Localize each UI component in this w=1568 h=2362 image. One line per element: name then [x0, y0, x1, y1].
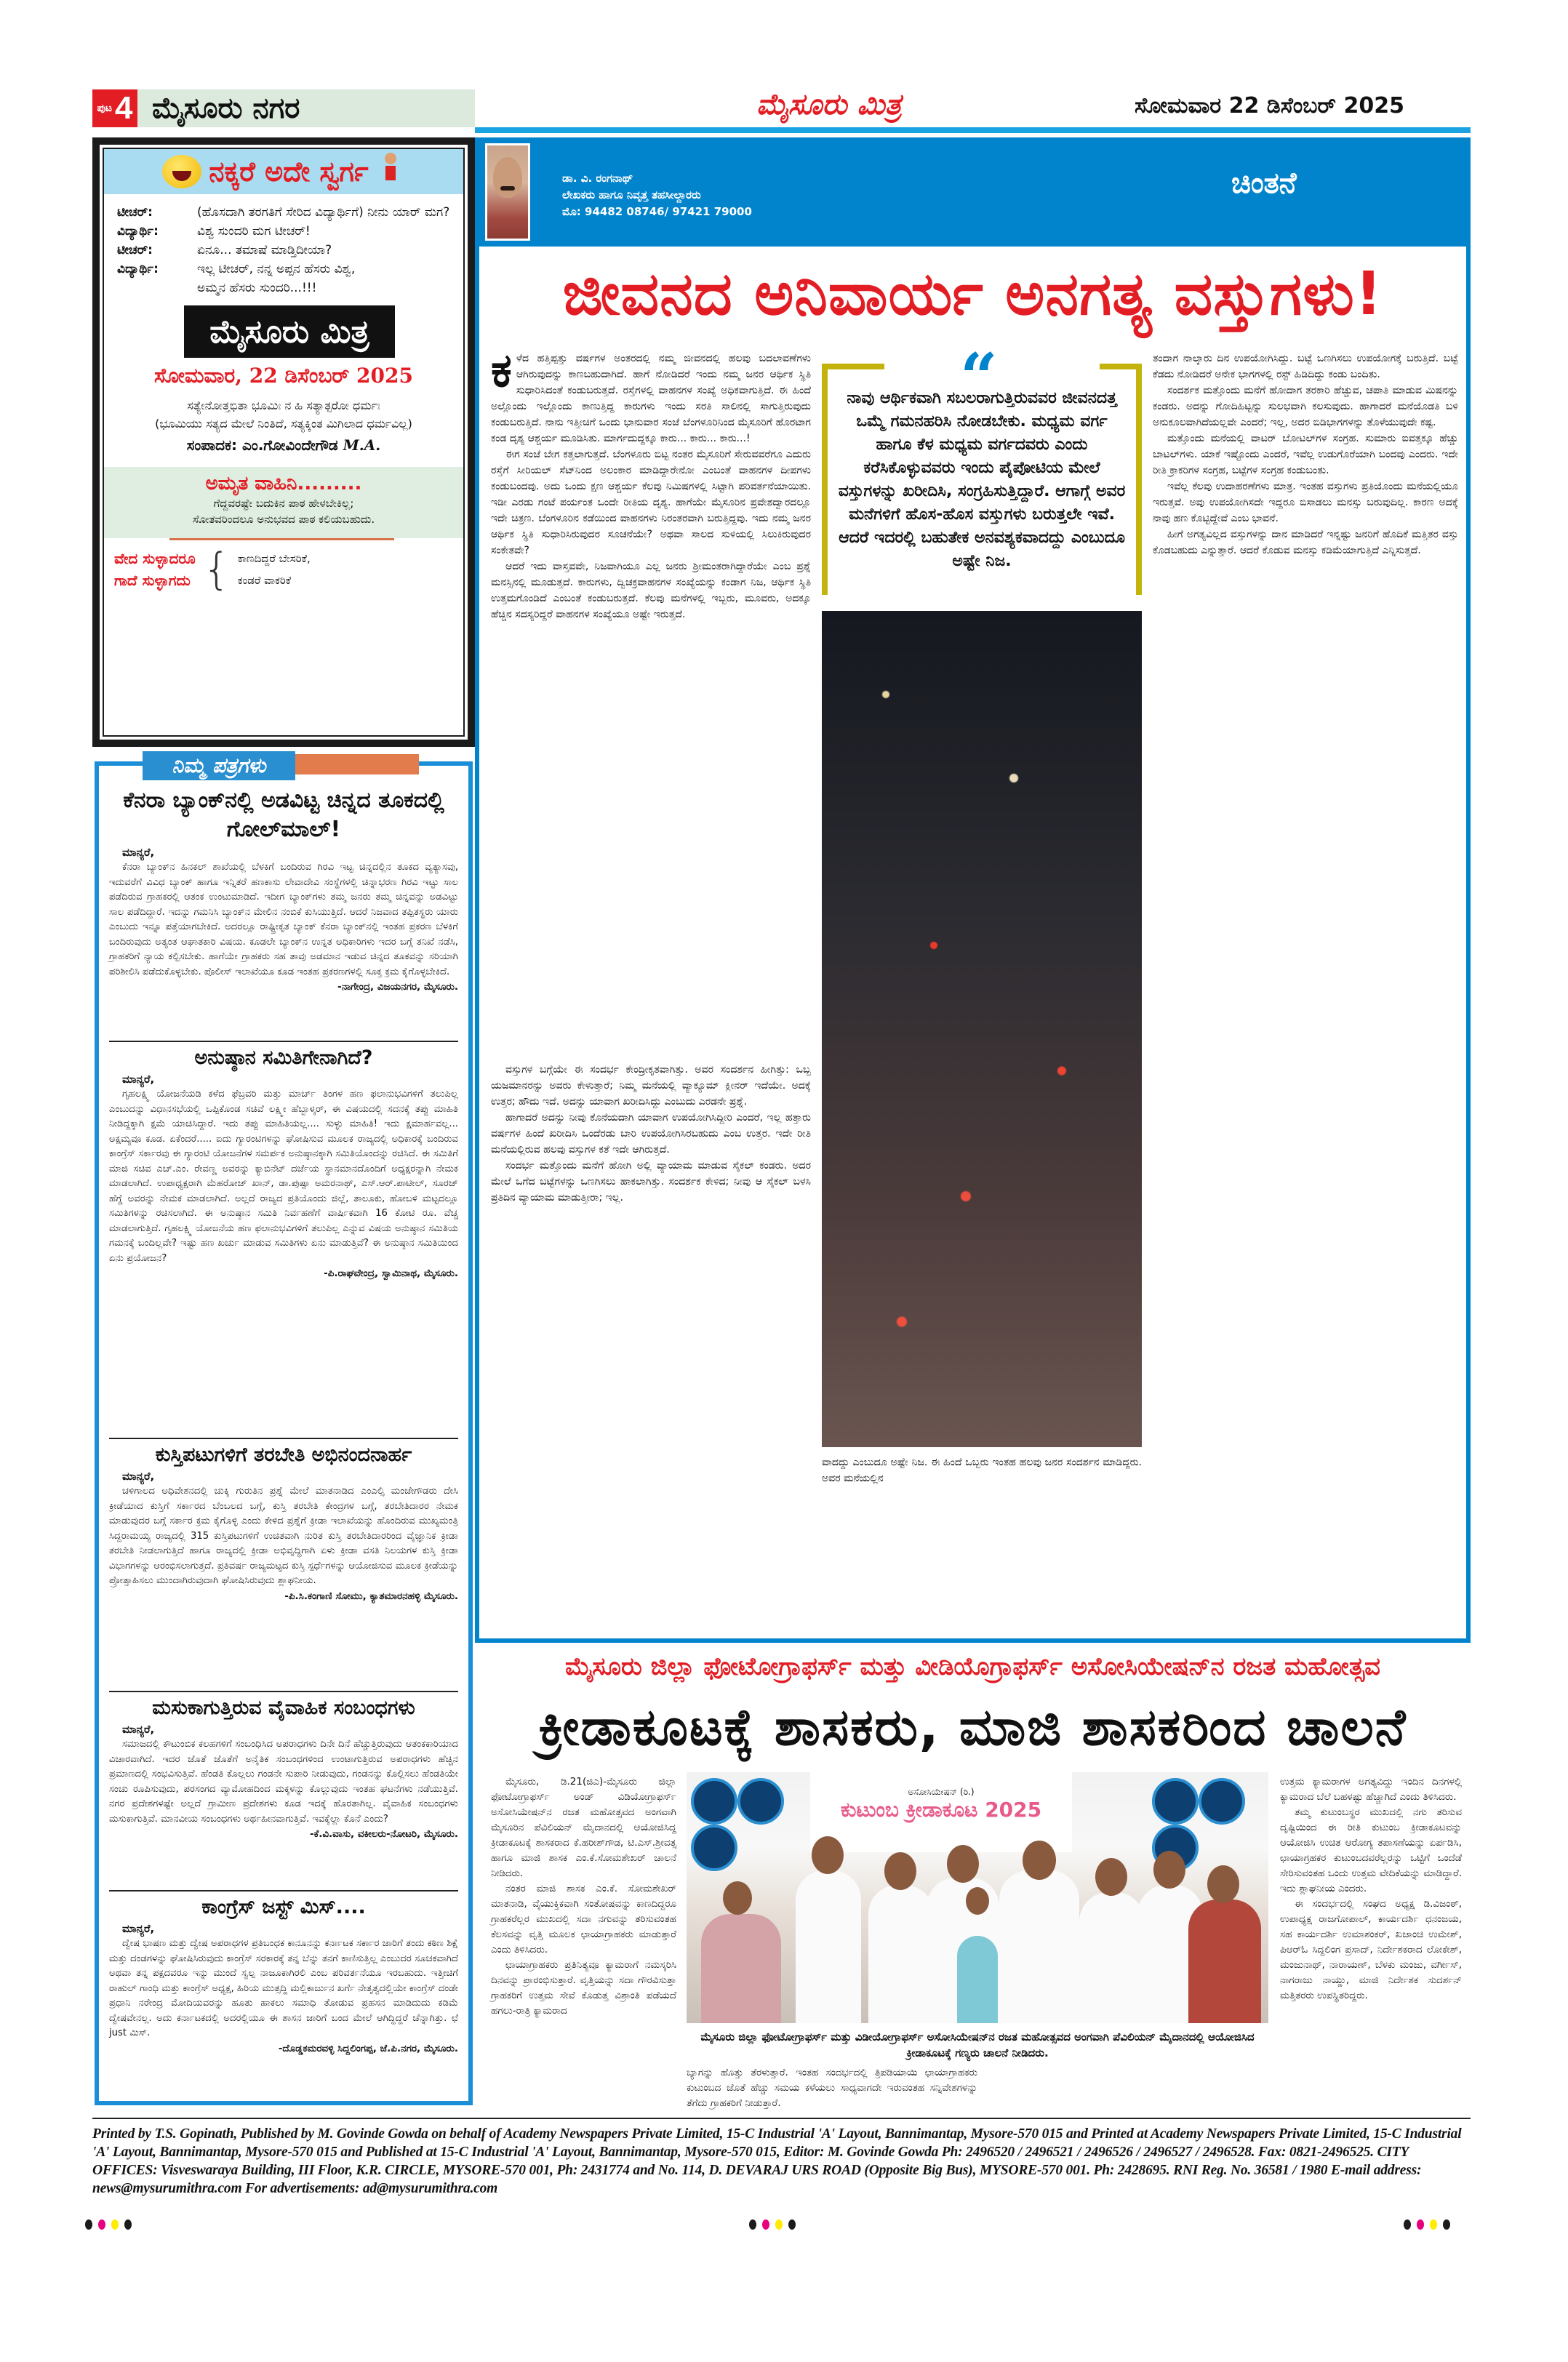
registration-marks-left	[85, 2219, 132, 2230]
letter-body: ಗೃಹಲಕ್ಷ್ಮಿ ಯೋಜನೆಯಡಿ ಕಳೆದ ಫೆಬ್ರವರಿ ಮತ್ತು ಮಾರ್ಚ್ ತಿಂಗಳ ಹಣ ಫಲಾನುಭವಿಗಳಿಗೆ ತಲುಪಿಲ್ಲ ಎಂಬುದನ್ನು ವಿಧಾನಸಭೆಯಲ್ಲಿ ಒಪ್ಪಿಕೊಂಡ ಸಚಿವೆ ಲಕ್ಷ್ಮೀ ಹೆಬ್ಬಾಳ್ಕರ್, ಈ ವಿಷಯದಲ್ಲಿ ಸದನಕ್ಕೆ ತಪ್ಪು ಮಾಹಿತಿ ನೀಡಿದ್ದಕ್ಕಾಗಿ ಕ್ಷಮೆ ಯಾಚಿಸಿದ್ದಾರೆ. ಇದು ತಪ್ಪು ಮಾಹಿತಿಯಲ್ಲ.... ಸುಳ್ಳು ಮಾಹಿತಿ! ಇದು ಕ್ಷಮಾರ್ಹವಲ್ಲ... ಅಕ್ಷಮ್ಯವೂ ಕೂಡ. ಏಕೆಂದರೆ..... ಐದು ಗ್ಯಾರಂಟಿಗಳನ್ನು ಘೋಷಿಸುವ ಮೂಲಕ ರಾಜ್ಯದಲ್ಲಿ ಅಧಿಕಾರಕ್ಕೆ ಬಂದಿರುವ ಕಾಂಗ್ರೆಸ್ ಸರ್ಕಾರವು ಈ ಗ್ಯಾರಂಟಿ ಯೋಜನೆಗಳ ಸಮರ್ಪಕ ಅನುಷ್ಠಾನಕ್ಕಾಗಿ ಸಮಿತಿಯೊಂದನ್ನು ರಚಿಸಿದೆ. ಈ ಸಮಿತಿಗೆ ಮಾಜಿ ಸಚಿವ ಎಚ್.ಎಂ. ರೇವಣ್ಣ ಅವರನ್ನು ಕ್ಯಾಬಿನೆಟ್ ದರ್ಜೆಯ ಸ್ಥಾನಮಾನದೊಂದಿಗೆ ಅಧ್ಯಕ್ಷರನ್ನಾಗಿ ನೇಮಕ ಮಾಡಲಾಗಿದೆ. ಉಪಾಧ್ಯಕ್ಷರಾಗಿ ಮೆಹರೋಜ್ ಖಾನ್, ಡಾ.ಪುಷ್ಪಾ ಅಮರನಾಥ್, ಎಸ್.ಆರ್.ಪಾಟೀಲ್, ಸೂರಜ್ ಹೆಗ್ಡೆ ಅವರನ್ನು ನೇಮಕ ಮಾಡಲಾಗಿದೆ. ಅಲ್ಲದೆ ರಾಜ್ಯದ ಪ್ರತಿಯೊಂದು ಜಿಲ್ಲೆ, ತಾಲೂಕು, ಹೋಬಳಿ ಮಟ್ಟದಲ್ಲೂ ಸಮಿತಿಗಳನ್ನು ರಚಿಸಲಾಗಿದೆ. ಈ ಅನುಷ್ಠಾನ ಸಮಿತಿ ನಿರ್ವಹಣೆಗೆ ವಾರ್ಷಿಕವಾಗಿ 16 ಕೋಟಿ ರೂ. ವೆಚ್ಚ ಮಾಡಲಾಗುತ್ತಿದೆ. ಗೃಹಲಕ್ಷ್ಮಿ ಯೋಜನೆಯ ಹಣ ಫಲಾನುಭವಿಗಳಿಗೆ ತಲುಪಿಲ್ಲ ಎನ್ನುವ ವಿಷಯ ಅನುಷ್ಠಾನ ಸಮಿತಿಯ ಗಮನಕ್ಕೆ ಬಂದಿಲ್ಲವೇ? ಇಷ್ಟು ಹಣ ಖರ್ಚು ಮಾಡುವ ಸಮಿತಿಗಳು ಏನು ಮಾಡುತ್ತಿವೆ? ಈ ಅನುಷ್ಠಾನ ಸಮಿತಿಯಿಂದ ಏನು ಪ್ರಯೋಜನ?	[109, 1089, 458, 1264]
letter-headline: ಮಸುಕಾಗುತ್ತಿರುವ ವೈವಾಹಿಕ ಸಂಬಂಧಗಳು	[152, 1697, 415, 1719]
column-header-band	[475, 137, 1471, 247]
letter-signature: -ಕೆ.ವಿ.ವಾಸು, ವಕೀಲರು-ನೋಟರಿ, ಮೈಸೂರು.	[309, 1828, 458, 1840]
article-paragraph: ಳೆದ ಹತ್ತಿಪ್ಪತ್ತು ವರ್ಷಗಳ ಅಂತರದಲ್ಲಿ ನಮ್ಮ ಜೀವನದಲ್ಲಿ ಹಲವು ಬದಲಾವಣೆಗಳು ಆಗಿರುವುದನ್ನು ಕಾಣಬಹುದಾಗಿದೆ. ಹಾಗೆ ನೋಡಿದರೆ ಇಂದು ನಮ್ಮ ಜನರ ಆರ್ಥಿಕ ಸ್ಥಿತಿ ಸುಧಾರಿಸಿದಂತೆ ಕಂಡುಬರುತ್ತದೆ. ರಸ್ತೆಗಳಲ್ಲಿ ವಾಹನಗಳ ಸಂಖ್ಯೆ ಅಧಿಕವಾಗುತ್ತಿದೆ. ಈ ಹಿಂದೆ ಅಲ್ಲೊಂದು ಇಲ್ಲೊಂದು ಕಾಣುತ್ತಿದ್ದ ಕಾರುಗಳು ಇಂದು ಸರತಿ ಸಾಲಿನಲ್ಲಿ ಸಾಗುತ್ತಿರುವುದು ಕಂಡುಬರುತ್ತಿದೆ. ನಾನು ಇತ್ತೀಚಿಗೆ ಒಂದು ಭಾನುವಾರ ಸಂಜೆ ಬೆಂಗಳೂರಿನಿಂದ ಮೈಸೂರಿಗೆ ಹೊರಟಾಗ ಕಂಡ ದೃಶ್ಯ ಆಶ್ಚರ್ಯ ಮೂಡಿಸಿತು. ಮಾರ್ಗದುದ್ದಕ್ಕೂ ಕಾರು... ಕಾರು... ಕಾರು...!	[491, 353, 811, 444]
joke-speaker: ಟೀಚರ್:	[117, 243, 153, 257]
joke-speaker: ವಿದ್ಯಾರ್ಥಿ:	[117, 262, 159, 276]
letter-signature: -ದೊಡ್ಡಕಮರವಳ್ಳಿ ಸಿದ್ದಲಿಂಗಪ್ಪ, ಜೆ.ಪಿ.ನಗರ, ಮೈಸೂರು.	[278, 2042, 458, 2054]
article-paragraph: ಹಾಗಾದರೆ ಅದನ್ನು ನೀವು ಕೊನೆಯದಾಗಿ ಯಾವಾಗ ಉಪಯೋಗಿಸಿದ್ದೀರಿ ಎಂದರೆ, ಇಲ್ಲ ಹತ್ತಾರು ವರ್ಷಗಳ ಹಿಂದೆ ಖರೀದಿಸಿ ಒಂದೆರಡು ಬಾರಿ ಉಪಯೋಗಿಸಿರಬಹುದು ಎಂಬ ಉತ್ತರ. ಇದೇ ರೀತಿ ಮನೆಯಲ್ಲಿರುವ ಹಲವು ವಸ್ತುಗಳ ಕತೆ ಇದೇ ಆಗಿರುತ್ತದೆ.	[491, 1112, 811, 1156]
joke-line	[117, 203, 455, 222]
letter	[109, 1686, 458, 1841]
letter	[109, 1886, 458, 2056]
letter-signature: -ಪಿ.ರಾಘವೇಂದ್ರ, ಸ್ವಾಮಿನಾಥ, ಮೈಸೂರು.	[324, 1268, 458, 1279]
drop-cap: ಕ	[491, 344, 512, 398]
event-headline: ಕ್ರೀಡಾಕೂಟಕ್ಕೆ ಶಾಸಕರು, ಮಾಜಿ ಶಾಸಕರಿಂದ ಚಾಲನೆ	[538, 1697, 1407, 1757]
article-column-1	[491, 344, 811, 622]
person	[796, 1870, 861, 2023]
letter-body: ಕೆನರಾ ಬ್ಯಾಂಕ್‌ನ ಹಿನಕಲ್ ಶಾಖೆಯಲ್ಲಿ ಬೆಳಕಿಗೆ ಬಂದಿರುವ ಗಿರವಿ ಇಟ್ಟ ಚಿನ್ನದಲ್ಲಿನ ತೂಕದ ವ್ಯತ್ಯಾಸವು, ಇದುವರೆಗೆ ವಿವಿಧ ಬ್ಯಾಂಕ್ ಹಾಗೂ ಇನ್ನಿತರೆ ಹಣಕಾಸು ಲೇವಾದೇವಿ ಸಂಸ್ಥೆಗಳಲ್ಲಿ ಚಿನ್ನಾಭರಣ ಗಿರವಿ ಇಟ್ಟು ಸಾಲ ಪಡೆದಿರುವ ಗ್ರಾಹಕರಲ್ಲಿ ಆತಂಕ ಉಂಟುಮಾಡಿದೆ. ಇದೀಗ ಬ್ಯಾಂಕ್‌ಗಳು ತಮ್ಮ ಜನರು ತಮ್ಮ ಚಿನ್ನವನ್ನು ಅಡವಿಟ್ಟು ಸಾಲ ಪಡೆದಿದ್ದಾರೆ. ಇದನ್ನು ಗಮನಿಸಿ ಬ್ಯಾಂಕ್‌ನ ಮೇಲಿನ ನಂಬಿಕೆ ಕುಸಿಯುತ್ತಿದೆ. ಆದರೆ ನಿಜವಾದ ತಪ್ಪಿತಸ್ಥರು ಯಾರು ಎಂಬುದು ಇನ್ನೂ ಪತ್ತೆಯಾಗಬೇಕಿದೆ. ಅದರಲ್ಲೂ ರಾಷ್ಟ್ರೀಕೃತ ಬ್ಯಾಂಕ್ ಕೆನರಾ ಬ್ಯಾಂಕ್‌ನಲ್ಲಿ ಇಂತಹ ಪ್ರಕರಣ ಬೆಳಕಿಗೆ ಬಂದಿರುವುದು ಅತ್ಯಂತ ಆಘಾತಕಾರಿ ವಿಷಯ. ಕೂಡಲೇ ಬ್ಯಾಂಕ್‌ನ ಉನ್ನತ ಅಧಿಕಾರಿಗಳು ಇದರ ಬಗ್ಗೆ ತನಿಖೆ ನಡೆಸಿ, ಗ್ರಾಹಕರಿಗೆ ನ್ಯಾಯ ಕಲ್ಪಿಸಬೇಕು. ಹಾಗೆಯೇ ಗ್ರಾಹಕರು ಸಹ ತಾವು ಅಡಮಾನ ಇಡುವ ಚಿನ್ನದ ತೂಕವನ್ನು ಸರಿಯಾಗಿ ಪರಿಶೀಲಿಸಿ ಪಡೆದುಕೊಳ್ಳಬೇಕು. ಪೊಲೀಸ್ ಇಲಾಖೆಯೂ ಕೂಡ ಇಂತಹ ಪ್ರಕರಣಗಳಲ್ಲಿ ಸೂಕ್ತ ಕ್ರಮ ಕೈಗೊಳ್ಳಬೇಕಿದೆ.	[109, 862, 458, 977]
section-title: ಮೈಸೂರು ನಗರ	[137, 89, 475, 127]
joke-masthead-box	[92, 137, 475, 747]
proverb-right: ಕಾಣದಿದ್ದರೆ ಬೇಸರಿಕೆ,	[237, 552, 311, 565]
proverb	[114, 544, 311, 595]
registration-marks-right	[1404, 2219, 1450, 2230]
letter-signature: -ನಾಗೇಂದ್ರ, ವಿಜಯನಗರ, ಮೈಸೂರು.	[337, 981, 458, 993]
reg-dot	[98, 2219, 105, 2230]
article-headline: ಜೀವನದ ಅನಿವಾರ್ಯ ಅನಗತ್ಯ ವಸ್ತುಗಳು!	[562, 260, 1383, 329]
letter	[109, 786, 458, 994]
photo-banner	[810, 1772, 1072, 1852]
emblem-icon	[691, 1778, 737, 1825]
article-column-3	[491, 1062, 811, 1206]
person-head	[884, 1852, 916, 1890]
reg-dot	[124, 2219, 132, 2230]
photo-banner-main: ಕುಟುಂಬ ಕ್ರೀಡಾಕೂಟ 2025	[840, 1798, 1042, 1822]
reg-dot	[1417, 2219, 1424, 2230]
brace-icon: {	[202, 544, 231, 595]
joke-speaker: ಟೀಚರ್:	[117, 205, 153, 220]
person	[868, 1885, 934, 2023]
letter-body: ದ್ವೇಷ ಭಾಷಣ ಮತ್ತು ದ್ವೇಷ ಅಪರಾಧಗಳ ಪ್ರತಿಬಂಧಕ ಕಾನೂನನ್ನು ಕರ್ನಾಟಕ ಸರ್ಕಾರ ಜಾರಿಗೆ ತಂದು ಕಠಿಣ ಶಿಕ್ಷೆ ಮತ್ತು ದಂಡಗಳನ್ನು ಘೋಷಿಸಿರುವುದು ಕಾಂಗ್ರೆಸ್ ಸರಕಾರಕ್ಕೆ ತನ್ನ ಬೆನ್ನು ತನಗೆ ಕಾಣಿಸುತ್ತಿಲ್ಲ ಎಂಬುದರ ಸೂಚಕವಾಗಿದೆ ಅಥವಾ ತನ್ನ ಪಕ್ಷದವರೂ ಇನ್ನು ಮುಂದೆ ಸ್ವಲ್ಪ ನಾಜೂಕಾಗಿರಲಿ ಎಂಬ ಪರಿವರ್ತನೆಯೂ ಇರಬಹುದು. ಇತ್ತೀಚಿಗೆ ರಾಹುಲ್ ಗಾಂಧಿ ಮತ್ತು ಕಾಂಗ್ರೆಸ್ ಅಧ್ಯಕ್ಷ, ಹಿರಿಯ ಮುತ್ಸದ್ದಿ ಮಲ್ಲಿಕಾರ್ಜುನ ಖರ್ಗೆ ನೇತೃತ್ವದಲ್ಲಿಯೇ ಕಾಂಗ್ರೆಸ್ ದಂಡೇ ಪ್ರಧಾನಿ ನರೇಂದ್ರ ಮೋದಿಯವರನ್ನು ಹೂತು ಹಾಕಲು ಸಮಾಧಿ ತೋಡುವ ಪ್ರಹಸನ ಮಾಡಿದುದು ಕಡಿಮೆ ದ್ವೇಷವೇನಲ್ಲ. ಅದು ಕರ್ನಾಟಕದಲ್ಲಿ ಅದರಲ್ಲಿಯೂ ಈ ಶಾಸನ ಜಾರಿಗೆ ಬಂದ ಮೇಲೆ ಆಗಿದ್ದಿದ್ದರೆ ಚೆನ್ನಾಗಿತ್ತು. ಛೆ just ಮಿಸ್.	[109, 1938, 458, 2038]
joke-line	[117, 260, 455, 279]
emblem-icon	[1152, 1778, 1199, 1825]
masthead-date: ಸೋಮವಾರ, 22 ಡಿಸೆಂಬರ್ 2025	[154, 364, 413, 388]
event-paragraph: ಈ ಸಂದರ್ಭದಲ್ಲಿ ಸಂಘದ ಅಧ್ಯಕ್ಷ ಡಿ.ವಿಜಂಠ್, ಉಪಾಧ್ಯಕ್ಷ ರಾಜಗೋಪಾಲ್, ಕಾರ್ಯದರ್ಶಿ ಧನಂಜಯ, ಸಹ ಕಾರ್ಯದರ್ಶಿ ಉಮಾಶಂಕರ್, ಖಜಾಂಚಿ ಉಮೇಶ್, ಪಿಆರ್‌ಓ ಸಿದ್ದಲಿಂಗ ಪ್ರಸಾದ್, ನಿರ್ದೇಶಕರಾದ ಲೋಕೇಶ್, ಮಂಜುನಾಥ್, ನಾರಾಯಣ್, ಬೆಳಕು ಮಂಜು, ವರ್ಗೀಸ್, ನಾಗರಾಜು ನಾಯ್ಡು, ಮಾಜಿ ನಿರ್ದೇಶಕ ಸುದರ್ಶನ್ ಮತ್ತಿತರರು ಉಪಸ್ಥಿತರಿದ್ದರು.	[1280, 1898, 1462, 2001]
article-paragraph: ಸಂದರ್ಶಕ ಮತ್ತೊಂದು ಮನೆಗೆ ಹೋದಾಗ ತರಕಾರಿ ಹೆಚ್ಚುವ, ಚಪಾತಿ ಮಾಡುವ ಮಿಷನನ್ನು ಕಂಡರು. ಅದನ್ನು ಗೋದಿಹಿಟ್ಟನ್ನು ಸುಲಭವಾಗಿ ಕಲಸುವುದು. ಹಾಗಾದರೆ ಮನೆಯೊಡತಿ ಬಳಿ ಅನುಕೂಲವಾಗಿದೆಯಲ್ಲವೇ ಎಂದರೆ; ಇಲ್ಲ, ಅದರ ಬಿಡಿಭಾಗಗಳನ್ನು ತೊಳೆಯುವುದೇ ಕಷ್ಟ.	[1153, 385, 1458, 428]
event-paragraph: ನಂತರ ಮಾಜಿ ಶಾಸಕ ಎಂ.ಕೆ. ಸೋಮಶೇಖರ್ ಮಾತನಾಡಿ, ವೈಯುಕ್ತಿಕವಾಗಿ ಸಂತೋಷವನ್ನು ಕಾಣದಿದ್ದರೂ ಗ್ರಾಹಕರೆಲ್ಲರ ಮುಖದಲ್ಲಿ ಸದಾ ನಗುವನ್ನು ತರಿಸುವಂತಹ ಕೆಲಸವನ್ನು ವೃತ್ತಿ ಮೂಲಕ ಛಾಯಾಗ್ರಾಹಕರು ಮಾಡುತ್ತಾರೆ ಎಂದು ತಿಳಿಸಿದರು.	[491, 1883, 676, 1955]
letter-body: ಚಳಿಗಾಲದ ಅಧಿವೇಶನದಲ್ಲಿ ಚುಕ್ಕಿ ಗುರುತಿನ ಪ್ರಶ್ನೆ ಮೇಲೆ ಮಾತನಾಡಿದ ಎಂಎಲ್ಸಿ ಮಂಜೇಗೌಡರು ದೇಸಿ ಕ್ರೀಡೆಯಾದ ಕುಸ್ತಿಗೆ ಸರ್ಕಾರದ ಬೆಂಬಲದ ಬಗ್ಗೆ, ಕುಸ್ತಿ ತರಬೇತಿ ಕೇಂದ್ರಗಳ ಬಗ್ಗೆ, ತರಬೇತಿದಾರರ ನೇಮಕ ಮಾಡುವುದರ ಬಗ್ಗೆ ಸರ್ಕಾರ ಕ್ರಮ ಕೈಗೊಳ್ಳಿ ಎಂದು ಕೇಳಿದ ಪ್ರಶ್ನೆಗೆ ಕ್ರೀಡಾ ಇಲಾಖೆಯನ್ನು ಹೊಂದಿರುವ ಮುಖ್ಯಮಂತ್ರಿ ಸಿದ್ದರಾಮಯ್ಯ ರಾಜ್ಯದಲ್ಲಿ 315 ಕುಸ್ತಿಪಟುಗಳಿಗೆ ಉಚಿತವಾಗಿ ನುರಿತ ಕುಸ್ತಿ ತರಬೇತಿದಾರರಿಂದ ವೈಜ್ಞಾನಿಕ ಕ್ರೀಡಾ ತರಬೇತಿ ನೀಡಲಾಗುತ್ತಿದೆ ಹಾಗೂ ರಾಜ್ಯದಲ್ಲಿ ಕ್ರೀಡಾ ಅಭಿವೃದ್ಧಿಗಾಗಿ ಏಳು ಕ್ರೀಡಾ ವಸತಿ ನಿಲಯಗಳ ಕುಸ್ತಿ ಕ್ರೀಡಾ ವಿಭಾಗಗಳನ್ನು ಆರಂಭಿಸಲಾಗುತ್ತದೆ. ಪ್ರತಿವರ್ಷ ರಾಜ್ಯಮಟ್ಟದ ಕುಸ್ತಿ ಸ್ಪರ್ಧೆಗಳನ್ನು ಆಯೋಜಿಸುವ ಮೂಲಕ ಕ್ರೀಡೆಯನ್ನು ಪ್ರೋತ್ಸಾಹಿಸಲು ಮುಂದಾಗಿರುವುದಾಗಿ ಘೋಷಿಸಿರುವುದು ಶ್ಲಾಘನೀಯ.	[109, 1486, 458, 1586]
imprint: Printed by T.S. Gopinath, Published by M. Govinde Gowda on behalf of Academy Newspapers Private Limited, 15-C Industrial 'A' Layout, Bannimantap, Mysore-570 015 and Printed at Academy Newspapers Private Limited, 15-C Industrial 'A' Layout, Bannimantap, Mysore-570 015 and Published at 15-C Industrial 'A' Layout, Bannimantap, Mysore-570 015, Editor: M. Govinde Gowda Ph: 2496520 / 2496521 / 2496526 / 2496527 / 2496528. Fax: 0821-2496525. CITY OFFICES: Visveswaraya Building, III Floor, K.R. CIRCLE, MYSORE-570 001, Ph: 2431774 and No. 114, D. DEVARAJ URS ROAD (Opposite Big Bus), MYSORE-570 001. Ph: 2428695. RNI Reg. No. 36581 / 1980 E-mail address: news@mysurumithra.com For advertisements: ad@mysurumithra.com	[92, 2126, 1462, 2196]
letters-section-tag: ನಿಮ್ಮ ಪತ್ರಗಳು	[143, 751, 295, 780]
footer-rule	[92, 2118, 1471, 2119]
editor-name: ಸಂಪಾದಕ: ಎಂ.ಗೋವಿಂದೇಗೌಡ	[186, 436, 338, 454]
proverb-left: ಗಾದೆ ಸುಳ್ಳಾಗದು	[114, 572, 191, 589]
page-label: ಪುಟ	[97, 103, 113, 114]
joke-speaker: ವಿದ್ಯಾರ್ಥಿ:	[117, 224, 159, 239]
amrutha-line: ಗೆದ್ದವರಷ್ಟೇ ಬದುಕಿನ ಪಾಠ ಹೇಳಬೇಕಿಲ್ಲ;	[213, 497, 354, 510]
article-paragraph: ವಾದದ್ದು ಎಂಬುದೂ ಅಷ್ಟೇ ನಿಜ. ಈ ಹಿಂದೆ ಒಬ್ಬರು ಇಂತಹ ಹಲವು ಜನರ ಸಂದರ್ಶನ ಮಾಡಿದ್ದರು. ಅವರ ಮನೆಯಲ್ಲಿನ	[822, 1457, 1142, 1484]
person-head	[723, 1881, 752, 1915]
letter-salutation: ಮಾನ್ಯರೆ,	[122, 1073, 155, 1086]
reg-dot	[1404, 2219, 1411, 2230]
letter-headline: ಕುಸ್ತಿಪಟುಗಳಿಗೆ ತರಬೇತಿ ಅಭಿನಂದನಾರ್ಹ	[155, 1444, 412, 1466]
author-phone: ಮೊ: 94482 08746/ 97421 79000	[562, 205, 752, 218]
amrutha-title: ಅಮೃತ ವಾಹಿನಿ.........	[205, 473, 362, 495]
person-head	[1153, 1851, 1185, 1889]
proverb-right: ಕಂಡರೆ ವಾಕರಿಕೆ	[237, 574, 292, 587]
emblem-icon	[737, 1778, 784, 1825]
amrutha-line: ಸೋತವರಿಂದಲೂ ಅನುಭವದ ಪಾಠ ಕಲಿಯಬಹುದು.	[192, 513, 375, 526]
reg-dot	[111, 2219, 119, 2230]
proverb-left: ವೇದ ಸುಳ್ಳಾದರೂ	[114, 550, 196, 567]
event-column-mid	[687, 2065, 977, 2111]
issue-date: ಸೋಮವಾರ 22 ಡಿಸೆಂಬರ್ 2025	[1135, 93, 1404, 119]
masthead-logo: ಮೈಸೂರು ಮಿತ್ರ	[184, 305, 395, 358]
person	[999, 1870, 1079, 2023]
event-column-right	[1280, 1774, 1462, 2003]
event-paragraph: ಉತ್ತಮ ಕ್ಯಾಮರಾಗಳ ಅಗತ್ಯವಿದ್ದು ಇಂದಿನ ದಿನಗಳಲ್ಲಿ ಕ್ಯಾಮರಾದ ಬೆಲೆ ಬಹಳಷ್ಟು ಹೆಚ್ಚಾಗಿದೆ ಎಂದು ತಿಳಿಸಿದರು.	[1280, 1776, 1462, 1803]
reg-dot	[775, 2219, 783, 2230]
article-paragraph: ಸಂದರ್ಭ ಮತ್ತೊಂದು ಮನೆಗೆ ಹೋಗಿ ಅಲ್ಲಿ ವ್ಯಾಯಾಮ ಮಾಡುವ ಸೈಕಲ್ ಕಂಡರು. ಅದರ ಮೇಲೆ ಒಗೆದ ಬಟ್ಟೆಗಳನ್ನು ಒಣಗಿಸಲು ಹಾಕಲಾಗಿತ್ತು. ಸಂದರ್ಶಕ ಕೇಳಿದ; ನೀವು ಆ ಸೈಕಲ್ ಬಳಸಿ ಪ್ರತಿದಿನ ವ್ಯಾಯಾಮ ಮಾಡುತ್ತೀರಾ; ಇಲ್ಲ.	[491, 1160, 811, 1204]
letter	[109, 1433, 458, 1604]
page-number: 4	[115, 90, 133, 126]
person-head	[1207, 1865, 1239, 1903]
letters-tag-accent	[295, 754, 419, 774]
joke-text: ಇಲ್ಲ ಟೀಚರ್, ನನ್ನ ಅಪ್ಪನ ಹೆಸರು ವಿಶ್ವ,	[197, 262, 356, 276]
amrutha-vahini	[104, 467, 463, 538]
editor-degree: M.A.	[343, 436, 381, 454]
joke-text: (ಹೊಸದಾಗಿ ತರಗತಿಗೆ ಸೇರಿದ ವಿದ್ಯಾರ್ಥಿಗೆ) ನೀನು ಯಾರ್ ಮಗ?	[197, 205, 450, 220]
reg-dot	[1430, 2219, 1437, 2230]
divider	[109, 1041, 458, 1042]
reg-dot	[762, 2219, 769, 2230]
dancing-man-icon	[376, 151, 405, 192]
letter-headline: ಅನುಷ್ಠಾನ ಸಮಿತಿಗೇನಾಗಿದೆ?	[194, 1046, 373, 1069]
event-paragraph: ತಮ್ಮ ಕುಟುಂಬಸ್ಥರ ಮುಖದಲ್ಲಿ ನಗು ತರಿಸುವ ದೃಷ್ಟಿಯಿಂದ ಈ ರೀತಿ ಕುಟುಂಬ ಕ್ರೀಡಾಕೂಟವನ್ನು ಆಯೋಜಿಸಿ ಉಚಿತ ಆರೋಗ್ಯ ತಪಾಸಣೆಯನ್ನು ಏರ್ಪಡಿಸಿ, ಛಾಯಾಗ್ರಹಕರ ಕುಟುಂಬದವರೆಲ್ಲರನ್ನು ಒಟ್ಟಿಗೆ ಒಂದೆಡೆ ಸೇರಿಸುವಂತಹ ಒಂದು ಉತ್ತಮ ವೇದಿಕೆಯನ್ನು ಮಾಡಿದ್ದಾರೆ. ಇದು ಶ್ಲಾಘನೀಯ ಎಂದರು.	[1280, 1806, 1462, 1894]
event-paragraph: ಛಾಯಾಗ್ರಾಹಕರು ಪ್ರತಿನಿತ್ಯವೂ ಕ್ಯಾಮರಾಗೆ ನಮಸ್ಕರಿಸಿ ದಿನವನ್ನು ಪ್ರಾರಂಭಿಸುತ್ತಾರೆ. ವೃತ್ತಿಯನ್ನು ಸದಾ ಗೌರವಿಸುತ್ತಾ ಗ್ರಾಹಕರಿಗೆ ಉತ್ತಮ ಸೇವೆ ಕೊಡುತ್ತ ವಿಶ್ರಾಂತಿ ಪಡೆಯದೆ ಹಗಲು-ರಾತ್ರಿ ಕ್ಯಾಮರಾದ	[491, 1959, 676, 2017]
author-info	[562, 170, 752, 220]
quote-mark-icon: “	[960, 339, 998, 416]
reg-dot	[1443, 2219, 1450, 2230]
person	[1079, 1892, 1145, 2023]
reg-dot	[85, 2219, 92, 2230]
registration-marks-center	[749, 2219, 796, 2230]
author-name: ಡಾ. ವಿ. ರಂಗನಾಥ್	[562, 172, 633, 185]
joke-dialogue	[117, 203, 455, 297]
child	[957, 1936, 998, 2023]
traffic-photo	[822, 611, 1142, 1447]
article-paragraph: ವಸ್ತುಗಳ ಬಗ್ಗೆಯೇ ಈ ಸಂದರ್ಭ ಕೇಂದ್ರೀಕೃತವಾಗಿತ್ತು. ಅವರ ಸಂದರ್ಶನ ಹೀಗಿತ್ತು: ಒಬ್ಬ ಯಜಮಾನರನ್ನು ಅವರು ಕೇಳುತ್ತಾರೆ; ನಿಮ್ಮ ಮನೆಯಲ್ಲಿ ವ್ಯಾಕ್ಯೂಮ್ ಕ್ಲೀನರ್ ಇದೆಯೇ. ಅದಕ್ಕೆ ಉತ್ತರ; ಹೌದು ಇದೆ. ಅದನ್ನು ಯಾವಾಗ ಖರೀದಿಸಿದ್ದು ಎಂಬುದು ಎರಡನೇ ಪ್ರಶ್ನೆ.	[491, 1064, 811, 1108]
author-photo	[485, 143, 530, 241]
letter-salutation: ಮಾನ್ಯರೆ,	[122, 1723, 155, 1736]
joke-text: ಅಮ್ಮನ ಹೆಸರು ಸುಂದರಿ...!!!	[197, 281, 317, 295]
letters-section	[95, 753, 473, 2105]
joke-line	[117, 241, 455, 260]
photo-caption: ಮೈಸೂರು ಜಿಲ್ಲಾ ಫೋಟೋಗ್ರಾಫರ್ಸ್ ಮತ್ತು ವಿಡೀಯೋಗ್ರಾಫರ್ಸ್ ಅಸೋಸಿಯೇಷನ್‌ನ ರಜತ ಮಹೋತ್ಸವದ ಅಂಗವಾಗಿ ಪೆವಿಲಿಯನ್ ಮೈದಾನದಲ್ಲಿ ಆಯೋಜಿಸಿದ ಕ್ರೀಡಾಕೂಟಕ್ಕೆ ಗಣ್ಯರು ಚಾಲನೆ ನೀಡಿದರು.	[700, 2030, 1255, 2059]
motto	[104, 396, 463, 433]
divider	[169, 538, 394, 540]
joke-text: ಏನೂ... ತಮಾಷೆ ಮಾಡ್ತಿದೀಯಾ?	[197, 243, 332, 257]
letter-body: ಸಮಾಜದಲ್ಲಿ ಕೌಟುಂಬಿಕ ಕಲಹಗಳಿಗೆ ಸಂಬಂಧಿಸಿದ ಅಪರಾಧಗಳು ದಿನೇ ದಿನೆ ಹೆಚ್ಚುತ್ತಿರುವುದು ಆತಂಕಕಾರಿಯಾದ ವಿಚಾರವಾಗಿದೆ. ಇದರ ಜೊತೆ ಜೊತೆಗೆ ಅನೈತಿಕ ಸಂಬಂಧಗಳಿಂದ ಉಂಟಾಗುತ್ತಿರುವ ಅಪರಾಧಗಳು ಹೆಚ್ಚಿನ ಪ್ರಮಾಣದಲ್ಲಿ ಸಂಭವಿಸುತ್ತಿವೆ. ಹೆಂಡತಿ ಕೊಲ್ಲಲು ಗಂಡನೇ ಸುಪಾರಿ ನೀಡುವುದು, ಗಂಡನನ್ನು ಕೊಲ್ಲಿಸಲು ಹೆಂಡತಿಯೇ ಸಂಚು ರೂಪಿಸುವುದು, ಪರಸಂಗದ ವ್ಯಾಮೋಹದಿಂದ ಮಕ್ಕಳನ್ನು ಕೊಲ್ಲುವುದು ಇಂತಹ ಘಟನೆಗಳು ನಡೆಯುತ್ತಿವೆ. ನಗರ ಪ್ರದೇಶಗಳಷ್ಟೇ ಅಲ್ಲದೆ ಗ್ರಾಮೀಣ ಪ್ರದೇಶಗಳು ಕೂಡ ಇದಕ್ಕೆ ಹೊರತಾಗಿಲ್ಲ. ವೈವಾಹಿಕ ಸಂಬಂಧಗಳು ಮಸುಕಾಗುತ್ತಿವೆ. ಮಾನವೀಯ ಸಂಬಂಧಗಳು ಅರ್ಥಹೀನವಾಗುತ್ತಿವೆ. ಇವಕ್ಕೆಲ್ಲಾ ಕೊನೆ ಎಂದು?	[109, 1739, 458, 1825]
joke-title: ನಕ್ಕರೆ ಅದೇ ಸ್ವರ್ಗ	[209, 155, 369, 188]
pull-quote-text: ನಾವು ಆರ್ಥಿಕವಾಗಿ ಸಬಲರಾಗುತ್ತಿರುವವರ ಜೀವನದತ್ತ ಒಮ್ಮೆ ಗಮನಹರಿಸಿ ನೋಡಬೇಕು. ಮಧ್ಯಮ ವರ್ಗ ಹಾಗೂ ಕೆಳ ಮಧ್ಯಮ ವರ್ಗದವರು ಎಂದು ಕರೆಸಿಕೊಳ್ಳುವವರು ಇಂದು ಪೈಪೋಟಿಯ ಮೇಲೆ ವಸ್ತುಗಳನ್ನು ಖರೀದಿಸಿ, ಸಂಗ್ರಹಿಸುತ್ತಿದ್ದಾರೆ. ಆಗಾಗ್ಗೆ ಅವರ ಮನೆಗಳಿಗೆ ಹೊಸ-ಹೊಸ ವಸ್ತುಗಳು ಬರುತ್ತಲೇ ಇವೆ. ಆದರೆ ಇದರಲ್ಲಿ ಬಹುತೇಕ ಅನವಶ್ಯಕವಾದದ್ದು ಎಂಬುದೂ ಅಷ್ಟೇ ನಿಜ.	[838, 389, 1126, 570]
divider	[109, 1890, 458, 1891]
person	[701, 1914, 781, 2023]
divider	[109, 1438, 458, 1439]
reg-dot	[788, 2219, 796, 2230]
joke-banner	[104, 149, 463, 194]
editor-line	[104, 436, 463, 454]
event-kicker: ಮೈಸೂರು ಜಿಲ್ಲಾ ಫೋಟೋಗ್ರಾಫರ್ಸ್ ಮತ್ತು ವೀಡಿಯೊಗ್ರಾಫರ್ಸ್ ಅಸೋಸಿಯೇಷನ್‌ನ ರಜತ ಮಹೋತ್ಸವ	[565, 1652, 1380, 1681]
child-head	[966, 1887, 989, 1915]
motto-kannada: (ಭೂಮಿಯು ಸತ್ಯದ ಮೇಲೆ ನಿಂತಿದೆ, ಸತ್ಯಕ್ಕಿಂತ ಮಿಗಿಲಾದ ಧರ್ಮವಿಲ್ಲ)	[155, 417, 412, 431]
paper-logo: ಮೈಸೂರು ಮಿತ್ರ	[756, 87, 902, 121]
emblem-icon	[691, 1825, 737, 1871]
letter-headline: ಕಾಂಗ್ರೆಸ್ ಜಸ್ಟ್ ಮಿಸ್....	[201, 1896, 366, 1918]
letter-signature: -ಪಿ.ಸಿ.ಕಂಗಾಣಿ ಸೋಮು, ಕ್ಯಾತಮಾರನಹಳ್ಳಿ ಮೈಸೂರು.	[284, 1590, 458, 1602]
article-column-2-end	[822, 1454, 1142, 1486]
event-paragraph: ಮೈಸೂರು, ಡಿ.21(ಜಿಎ)-ಮೈಸೂರು ಜಿಲ್ಲಾ ಫೋಟೋಗ್ರಾಫರ್ಸ್ ಅಂಡ್ ವಿಡಿಯೋಗ್ರಾಫರ್ಸ್ ಅಸೋಸಿಯೇಷನ್‌ನ ರಜತ ಮಹೋತ್ಸವದ ಅಂಗವಾಗಿ ಮೈಸೂರಿನ ಪೆವಿಲಿಯನ್ ಮೈದಾನದಲ್ಲಿ ಆಯೋಜಿಸಿದ್ದ ಕ್ರೀಡಾಕೂಟಕ್ಕೆ ಶಾಸಕರಾದ ಕೆ.ಹರೀಶ್‌ಗೌಡ, ಟಿ.ಎಸ್.ಶ್ರೀವತ್ಸ ಹಾಗೂ ಮಾಜಿ ಶಾಸಕ ಎಂ.ಕೆ.ಸೋಮಶೇಖರ್ ಚಾಲನೆ ನೀಡಿದರು.	[491, 1776, 676, 1879]
pull-quote	[822, 339, 1142, 640]
letter-salutation: ಮಾನ್ಯರೆ,	[122, 1470, 155, 1483]
laughing-smiley-icon	[162, 155, 201, 188]
joke-line	[117, 222, 455, 241]
author-title: ಲೇಖಕರು ಹಾಗೂ ನಿವೃತ್ತ ತಹಸೀಲ್ದಾರರು	[562, 188, 701, 201]
emblem-icon	[1199, 1778, 1245, 1825]
photo-banner-top: ಅಸೋಸಿಯೇಷನ್ (ರಿ.)	[908, 1787, 975, 1797]
event-photo	[687, 1772, 1268, 2023]
person	[1188, 1899, 1261, 2023]
article-column-4	[1153, 351, 1458, 559]
joke-line	[117, 279, 455, 297]
letter-salutation: ಮಾನ್ಯರೆ,	[122, 846, 155, 859]
letter	[109, 1036, 458, 1281]
column-label: ಚಿಂತನೆ	[1231, 167, 1297, 200]
article-paragraph: ಮತ್ತೊಂದು ಮನೆಯಲ್ಲಿ ವಾಟರ್ ಬೋಟಲ್‌ಗಳ ಸಂಗ್ರಹ. ಸುಮಾರು ಐವತ್ತಕ್ಕೂ ಹೆಚ್ಚು ಬಾಟಲ್‌ಗಳು. ಯಾಕೆ ಇಷ್ಟೊಂದು ಎಂದರೆ, ಇವೆಲ್ಲ ಉಡುಗೊರೆಯಾಗಿ ಬಂದವು ಎಂದರು. ಇದೇ ರೀತಿ ಕ್ರಾಕರಿಗಳ ಸಂಗ್ರಹ, ಬಟ್ಟೆಗಳ ಸಂಗ್ರಹ ಕಂಡುಬಂತು.	[1153, 433, 1458, 476]
joke-speaker	[117, 279, 197, 297]
joke-text: ವಿಶ್ವ ಸುಂದರಿ ಮಗ ಟೀಚರ್!	[197, 224, 311, 239]
article-paragraph: ಇವೆಲ್ಲ ಕೆಲವು ಉದಾಹರಣೆಗಳು ಮಾತ್ರ. ಇಂತಹ ವಸ್ತುಗಳು ಪ್ರತಿಯೊಂದು ಮನೆಯಲ್ಲಿಯೂ ಇರುತ್ತವೆ. ಅವು ಉಪಯೋಗಿಸದೇ ಇದ್ದರೂ ಬಿಸಾಡಲು ಮನಸ್ಸು ಬರುವುದಿಲ್ಲ. ಕಾರಣ ಅದಕ್ಕೆ ನಾವು ಹಣ ಕೊಟ್ಟಿದ್ದೇವೆ ಎಂಬ ಭಾವನೆ.	[1153, 481, 1458, 524]
article-paragraph: ಆದರೆ ಇದು ವಾಸ್ತವವೇ, ನಿಜವಾಗಿಯೂ ಎಲ್ಲ ಜನರು ಶ್ರೀಮಂತರಾಗಿದ್ದಾರೆಯೇ ಎಂಬ ಪ್ರಶ್ನೆ ಮನಸ್ಸಿನಲ್ಲಿ ಮೂಡುತ್ತದೆ. ಕಾರುಗಳು, ದ್ವಿಚಕ್ರವಾಹನಗಳ ಸಂಖ್ಯೆಯನ್ನು ಕಂಡಾಗ ನಿಜ, ಆರ್ಥಿಕ ಸ್ಥಿತಿ ಉತ್ತಮಗೊಂಡಿದೆ ಎಂಬಂತೆ ಕಂಡುಬರುತ್ತದೆ. ಕೆಲವು ಮನೆಗಳಲ್ಲಿ ಇಬ್ಬರು, ಮೂವರು, ಅದಕ್ಕೂ ಹೆಚ್ಚಿನ ಸದಸ್ಯರಿದ್ದರೆ ವಾಹನಗಳ ಸಂಖ್ಯೆಯೂ ಅಷ್ಟೇ ಇರುತ್ತದೆ.	[491, 561, 811, 620]
person-head	[812, 1836, 844, 1874]
reg-dot	[749, 2219, 756, 2230]
header-rule	[475, 127, 1471, 133]
motto-sanskrit: ಸತ್ಯೇನೋತ್ತಭಿತಾ ಭೂಮಿಃ ನ ಹಿ ಸತ್ಯಾತ್ಪರೋ ಧರ್ಮಃ	[187, 399, 380, 412]
divider	[109, 1691, 458, 1692]
article-paragraph: ಹೀಗೆ ಅಗತ್ಯವಿಲ್ಲದ ವಸ್ತುಗಳನ್ನು ದಾನ ಮಾಡಿದರೆ ಇನ್ನಷ್ಟು ಜನರಿಗೆ ಹೊದಿಕೆ ಮತ್ತಿತರ ವಸ್ತು ಕೊಡಬಹುದು ಎನ್ನುತ್ತಾರೆ. ಆದರೆ ಕೊಡುವ ಮನಸ್ಸು ಕಡಿಮೆಯಾಗುತ್ತಿದೆ ಎನ್ನಿಸುತ್ತದೆ.	[1153, 529, 1458, 556]
article-paragraph: ಈಗ ಸಂಜೆ ಬೇಗ ಕತ್ತಲಾಗುತ್ತದೆ. ಬೆಂಗಳೂರು ಬಿಟ್ಟ ನಂತರ ಮೈಸೂರಿಗೆ ಸೇರುವವರೆಗೂ ಎದುರು ರಸ್ತೆಗೆ ಸೀರಿಯಲ್ ಸೆಟ್‌ನಿಂದ ಅಲಂಕಾರ ಮಾಡಿದ್ದಾರೇನೋ ಎಂಬಂತೆ ವಾಹನಗಳ ದೀಪಗಳು ಕಂಡುಬಂದವು. ಅದು ಒಂದು ಕ್ಷಣ ಆಶ್ಚರ್ಯ ಕೆಲವು ನಿಮಿಷಗಳಲ್ಲಿ ಸಿಟ್ಟಾಗಿ ಪರಿವರ್ತನೆಯಾಯಿತು. ಇಡೀ ಎರಡು ಗಂಟೆ ಪರ್ಯಂತ ಒಂದೇ ರೀತಿಯ ದೃಶ್ಯ. ಹಾಗೆಯೇ ಮೈಸೂರಿನ ಪ್ರವೇಶದ್ವಾರದಲ್ಲೂ ಇದೇ ಚಿತ್ರಣ. ಬೆಂಗಳೂರಿನ ಕಡೆಯಿಂದ ವಾಹನಗಳು ನಿರಂತರವಾಗಿ ಬರುತ್ತಿದ್ದವು. ಇದು ನಮ್ಮ ಜನರ ಆರ್ಥಿಕ ಸ್ಥಿತಿ ಸುಧಾರಿಸಿರುವುದರ ಸೂಚನೆಯೇ? ಅಥವಾ ಸಾಲದ ಸುಳಿಯಲ್ಲಿ ಸಿಲುಕಿರುವುದರ ಸಂಕೇತವೇ?	[491, 449, 811, 556]
article-paragraph: ತಂದಾಗ ನಾಲ್ಕಾರು ದಿನ ಉಪಯೋಗಿಸಿದ್ದು. ಬಟ್ಟೆ ಒಣಗಿಸಲು ಉಪಯೋಗಕ್ಕೆ ಬರುತ್ತಿದೆ. ಬಟ್ಟೆ ಕೆಡದು ನೋಡಿದರೆ ಅನೇಕ ಭಾಗಗಳಲ್ಲಿ ರಸ್ಟ್ ಹಿಡಿದಿದ್ದು ಕಂಡು ಬಂದಿತು.	[1153, 353, 1458, 380]
page-number-badge	[92, 89, 137, 127]
event-column-left	[491, 1774, 676, 2019]
letter-salutation: ಮಾನ್ಯರೆ,	[122, 1922, 155, 1935]
letter-headline: ಕೆನರಾ ಬ್ಯಾಂಕ್‌ನಲ್ಲಿ ಅಡವಿಟ್ಟ ಚಿನ್ನದ ತೂಕದಲ್ಲಿ ಗೋಲ್‌ಮಾಲ್!	[123, 788, 444, 842]
event-paragraph: ಬ್ಯಾಗನ್ನು ಹೊತ್ತು ತೆರಳುತ್ತಾರೆ. ಇಂತಹ ಸಂದರ್ಭದಲ್ಲಿ ತ್ರಿಪಡಿಯಾಯಿ ಛಾಯಾಗ್ರಾಹಕರು ಕುಟುಂಬದ ಜೊತೆ ಹೆಚ್ಚು ಸಮಯ ಕಳೆಯಲು ಸಾಧ್ಯವಾಗದೇ ಇರುವಂತಹ ಸನ್ನಿವೇಶಗಳನ್ನು ತೆಗೆದು ಗ್ರಾಹಕರಿಗೆ ನೀಡುತ್ತಾರೆ.	[687, 2067, 977, 2109]
person-head	[1095, 1858, 1127, 1896]
person-head	[1023, 1841, 1056, 1880]
person-head	[947, 1845, 979, 1883]
